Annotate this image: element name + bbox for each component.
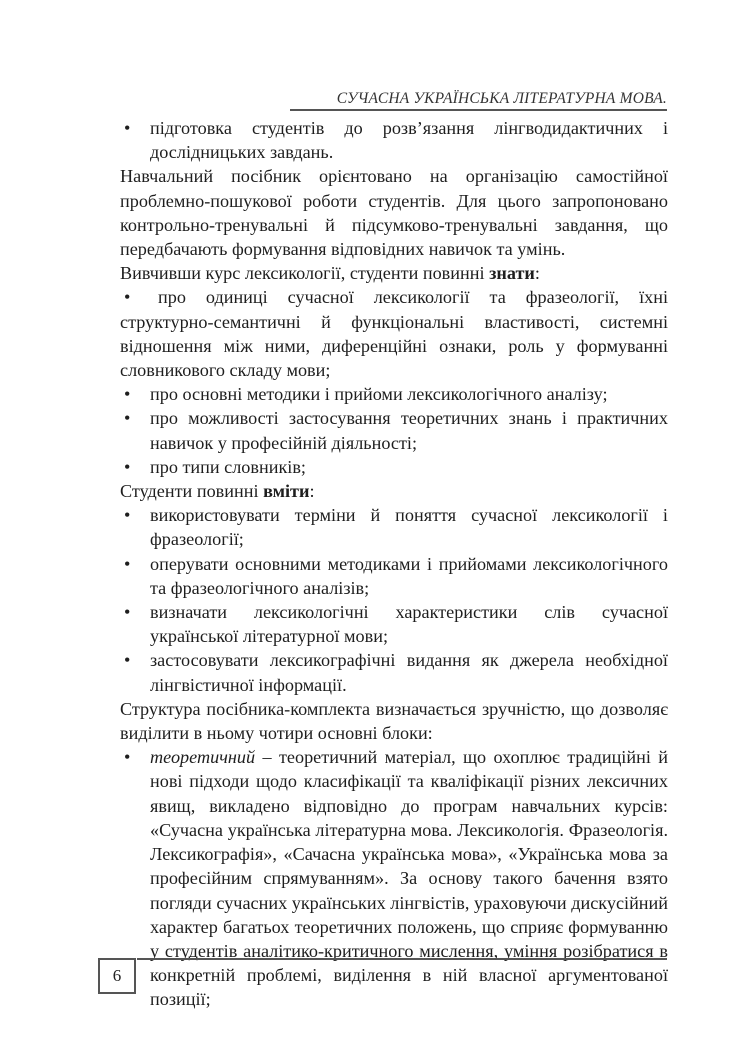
page-number: 6 bbox=[98, 958, 136, 994]
list-item-text: про можливості застосування теоретичних знань і практичних навичок у професійній діяльності; bbox=[150, 408, 668, 453]
header-rule bbox=[290, 109, 667, 111]
bullet-mark: • bbox=[124, 287, 131, 308]
list-item bbox=[120, 285, 668, 382]
running-title: СУЧАСНА УКРАЇНСЬКА ЛІТЕРАТУРНА МОВА. bbox=[336, 90, 667, 107]
bullet-mark: • bbox=[124, 456, 131, 477]
bullet-mark: • bbox=[124, 747, 131, 768]
paragraph-able-intro bbox=[120, 479, 668, 503]
able-keyword: вміти bbox=[263, 481, 310, 502]
paragraph-know-intro bbox=[120, 261, 668, 285]
list-item-text: про основні методики і прийоми лексикологічного аналізу; bbox=[150, 384, 608, 405]
list-item bbox=[120, 552, 668, 600]
footer-rule bbox=[137, 958, 667, 960]
bullet-mark: • bbox=[124, 118, 131, 138]
page-body bbox=[120, 116, 668, 1012]
list-item-text: застосовувати лексикографічні видання як джерела необхідної лінгвістичної інформації. bbox=[150, 650, 668, 695]
list-item-text: використовувати терміни й поняття сучасної лексикології і фразеології; bbox=[150, 505, 668, 550]
paragraph-text: Навчальний посібник орієнтовано на організацію самостійної проблемно-пошукової роботи студентів. Для цього запропоновано контрольно-тренувальні й підсумково-тренувальні завдання, що передбачають формування відповідних навичок та умінь. bbox=[120, 166, 668, 260]
list-item bbox=[120, 600, 668, 648]
list-item-text: оперувати основними методиками і прийомами лексикологічного та фразеологічного аналізів; bbox=[150, 553, 668, 598]
list-item-text bbox=[150, 745, 668, 1011]
know-intro-colon: : bbox=[534, 263, 540, 284]
paragraph-structure bbox=[120, 697, 668, 745]
bullet-mark: • bbox=[124, 650, 131, 671]
paragraph-manual bbox=[120, 164, 668, 261]
list-item bbox=[120, 745, 668, 1011]
bullet-mark: • bbox=[124, 505, 131, 526]
list-item bbox=[120, 503, 668, 551]
list-item-text: про одиниці сучасної лексикології та фразеології, їхні структурно-семантичні й функціональні властивості, системні відношення між ними, диференційні ознаки, роль у формуванні словникового складу мови; bbox=[120, 287, 668, 381]
list-item bbox=[120, 116, 668, 164]
block-theory-term: теоретичний bbox=[150, 747, 256, 768]
list-item-text: підготовка студентів до розв’язання лінгводидактичних і дослідницьких завдань. bbox=[150, 118, 668, 163]
able-intro-text: Студенти повинні bbox=[120, 481, 264, 502]
list-item bbox=[120, 406, 668, 454]
bullet-mark: • bbox=[124, 384, 131, 405]
list-item-text: визначати лексикологічні характеристики слів сучасної української літературної мови; bbox=[150, 602, 668, 647]
list-item bbox=[120, 382, 668, 406]
list-item-text: про типи словників; bbox=[150, 456, 306, 477]
bullet-mark: • bbox=[124, 602, 131, 623]
list-item bbox=[120, 455, 668, 479]
know-keyword: знати bbox=[489, 263, 535, 284]
block-theory-text: – теоретичний матеріал, що охоплює традиційні й нові підходи щодо класифікації та кваліфікації різних лексичних явищ, викладено відповідно до програм навчальних курсів: «Сучасна українська літературна мова. Лексикологія. Фразеологія. Лексикографія», «Сачасна українська мова», «Українська мова за професійним спрямуванням». За основу такого бачення взято погляди сучасних українських лінгвістів, ураховуючи дискусійний характер багатьох теоретичних положень, що сприяє формуванню у студентів аналітико-критичного мислення, уміння розібратися в конкретній проблемі, виділення в ній власної аргументованої позиції; bbox=[150, 747, 668, 1010]
list-item bbox=[120, 648, 668, 696]
know-intro-text: Вивчивши курс лексикології, студенти повинні bbox=[120, 263, 490, 284]
paragraph-text: Структура посібника-комплекта визначається зручністю, що дозволяє виділити в ньому чотири основні блоки: bbox=[120, 698, 668, 744]
bullet-mark: • bbox=[124, 553, 131, 574]
bullet-mark: • bbox=[124, 408, 131, 429]
able-intro-colon: : bbox=[309, 481, 315, 502]
